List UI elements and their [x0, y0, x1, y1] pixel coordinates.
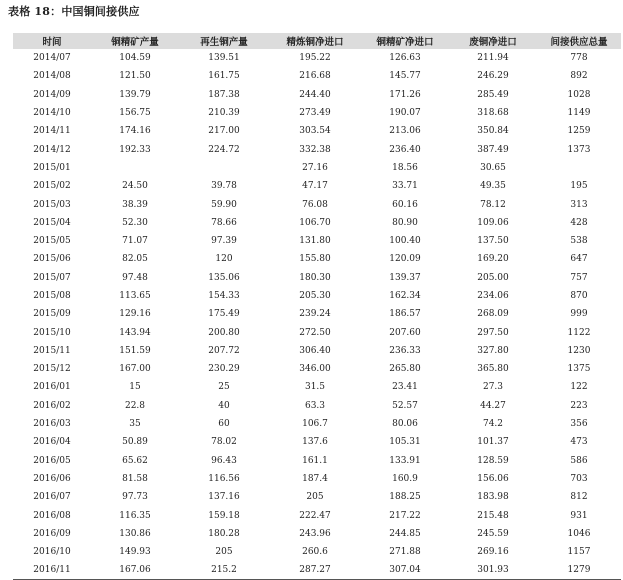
- cell-scrap-net-import: 268.09: [477, 309, 509, 320]
- cell-refined-net-import: 273.49: [299, 108, 331, 119]
- table-row: [13, 214, 621, 232]
- cell-total-supply: 1046: [567, 528, 591, 539]
- cell-total-supply: 1259: [567, 126, 591, 137]
- cell-scrap-net-import: 269.16: [477, 547, 509, 558]
- cell-time: 2014/10: [33, 108, 71, 119]
- cell-concentrate-net-import: 105.31: [389, 437, 421, 448]
- cell-total-supply: 122: [570, 382, 588, 393]
- cell-concentrate-net-import: 162.34: [389, 291, 421, 301]
- cell-time: 2016/06: [33, 473, 71, 484]
- cell-concentrate-output: 24.50: [122, 181, 148, 192]
- cell-refined-net-import: 272.50: [299, 327, 331, 338]
- table-row: [13, 67, 621, 85]
- cell-concentrate-net-import: 190.07: [389, 108, 421, 119]
- cell-refined-net-import: 287.27: [269, 561, 361, 579]
- table-row: [13, 506, 621, 524]
- header-total-supply: 间接供应总量: [550, 37, 608, 48]
- cell-concentrate-net-import: 236.40: [389, 144, 421, 155]
- cell-scrap-net-import: 30.65: [480, 162, 506, 173]
- cell-scrap-net-import: 205.00: [477, 272, 509, 283]
- cell-total-supply: 1230: [567, 345, 591, 356]
- cell-recycled-output: 139.51: [208, 53, 240, 64]
- cell-concentrate-output: 15: [129, 382, 141, 393]
- cell-time: 2015/01: [33, 162, 71, 173]
- cell-time: 2015/05: [33, 236, 71, 247]
- cell-refined-net-import: 244.40: [299, 89, 331, 100]
- cell-concentrate-output: 97.73: [122, 492, 148, 503]
- cell-total-supply: 428: [570, 217, 588, 228]
- cell-scrap-net-import: 49.35: [480, 181, 506, 192]
- cell-concentrate-output: 65.62: [122, 455, 148, 466]
- cell-total-supply: 473: [570, 437, 588, 448]
- cell-recycled-output: 175.49: [208, 309, 240, 320]
- cell-recycled-output: 217.00: [208, 126, 240, 137]
- cell-concentrate-net-import: 271.88: [389, 547, 421, 558]
- cell-concentrate-output: 22.8: [124, 400, 146, 411]
- cell-concentrate-net-import: 60.16: [392, 199, 418, 210]
- cell-recycled-output: 97.39: [211, 236, 237, 247]
- table-row: [13, 269, 621, 287]
- cell-time: 2016/04: [33, 437, 71, 448]
- cell-concentrate-net-import: 139.37: [389, 272, 421, 283]
- cell-concentrate-net-import: 217.22: [389, 510, 421, 521]
- cell-time: 2015/04: [33, 217, 71, 228]
- cell-concentrate-net-import: 207.60: [389, 327, 421, 338]
- cell-scrap-net-import: 301.93: [449, 561, 537, 579]
- cell-refined-net-import: 205: [306, 492, 324, 503]
- cell-total-supply: 703: [570, 473, 588, 484]
- cell-refined-net-import: 27.16: [302, 162, 328, 173]
- cell-concentrate-net-import: 80.90: [392, 217, 418, 228]
- cell-concentrate-net-import: 33.71: [392, 181, 418, 192]
- cell-scrap-net-import: 285.49: [477, 89, 509, 100]
- cell-refined-net-import: 195.22: [299, 53, 331, 64]
- cell-concentrate-output: 116.35: [119, 510, 151, 521]
- cell-scrap-net-import: 44.27: [480, 400, 506, 411]
- cell-concentrate-net-import: 133.91: [389, 455, 421, 466]
- table-row: [13, 232, 621, 250]
- cell-concentrate-output: 174.16: [119, 126, 151, 137]
- cell-refined-net-import: 63.3: [304, 400, 326, 411]
- table-row: [13, 378, 621, 396]
- cell-recycled-output: 207.72: [208, 345, 240, 356]
- cell-time: 2014/08: [33, 71, 71, 82]
- cell-recycled-output: 78.02: [211, 437, 237, 448]
- header-time: 时间: [42, 37, 62, 48]
- cell-recycled-output: 96.43: [211, 455, 237, 466]
- cell-time: 2014/12: [33, 144, 71, 155]
- cell-scrap-net-import: 156.06: [477, 473, 509, 484]
- cell-refined-net-import: 303.54: [299, 126, 331, 137]
- cell-refined-net-import: 222.47: [299, 510, 331, 521]
- cell-total-supply: 1149: [567, 108, 591, 119]
- cell-recycled-output: 210.39: [208, 108, 240, 119]
- cell-concentrate-output: 130.86: [119, 528, 151, 539]
- cell-recycled-output: 159.18: [208, 510, 240, 521]
- table-row: [13, 470, 621, 488]
- cell-concentrate-net-import: 80.06: [392, 419, 418, 430]
- cell-concentrate-net-import: 171.26: [389, 89, 421, 100]
- header-concentrate-output: 铜精矿产量: [111, 37, 159, 48]
- cell-total-supply: 1373: [567, 144, 591, 155]
- cell-recycled-output: [179, 159, 269, 177]
- cell-time: 2015/08: [33, 291, 71, 301]
- cell-recycled-output: 215.2: [179, 561, 269, 579]
- header-scrap-net-import: 废铜净进口: [469, 37, 517, 48]
- cell-scrap-net-import: 211.94: [477, 53, 509, 64]
- cell-time: 2015/09: [33, 309, 71, 320]
- cell-concentrate-net-import: 307.04: [361, 561, 449, 579]
- table-row: [13, 86, 621, 104]
- cell-total-supply: 1375: [567, 364, 591, 375]
- cell-time: 2014/11: [33, 126, 71, 137]
- cell-refined-net-import: 239.24: [299, 309, 331, 320]
- cell-total-supply: 223: [570, 400, 588, 411]
- cell-refined-net-import: 260.6: [302, 547, 328, 558]
- cell-time: 2015/12: [33, 364, 71, 375]
- cell-concentrate-output: 192.33: [119, 144, 151, 155]
- cell-concentrate-net-import: 213.06: [389, 126, 421, 137]
- header-recycled-output: 再生铜产量: [200, 37, 248, 48]
- cell-total-supply: 778: [570, 53, 588, 64]
- cell-total-supply: 1157: [567, 547, 591, 558]
- cell-refined-net-import: 306.40: [299, 345, 331, 356]
- cell-refined-net-import: 155.80: [299, 254, 331, 265]
- cell-total-supply: 356: [570, 419, 588, 430]
- cell-time: 2016/08: [33, 510, 71, 521]
- cell-refined-net-import: 47.17: [302, 181, 328, 192]
- cell-recycled-output: 39.78: [211, 181, 237, 192]
- table-row: [13, 397, 621, 415]
- cell-recycled-output: 120: [215, 254, 233, 265]
- table-row: [13, 525, 621, 543]
- cell-total-supply: 647: [570, 254, 588, 265]
- table-caption: 表格 18：中国铜间接供应: [8, 5, 140, 18]
- cell-scrap-net-import: 137.50: [477, 236, 509, 247]
- cell-total-supply: 999: [570, 309, 588, 320]
- cell-concentrate-output: 97.48: [122, 272, 148, 283]
- table-row: [13, 433, 621, 451]
- cell-concentrate-output: 35: [129, 419, 141, 430]
- cell-recycled-output: 25: [218, 382, 230, 393]
- cell-concentrate-net-import: 265.80: [389, 364, 421, 375]
- table-row: [13, 287, 621, 305]
- cell-scrap-net-import: 387.49: [477, 144, 509, 155]
- cell-scrap-net-import: 245.59: [477, 528, 509, 539]
- cell-concentrate-net-import: 145.77: [389, 71, 421, 82]
- cell-time: 2015/02: [33, 181, 71, 192]
- header-refined-net-import: 精炼铜净进口: [286, 37, 344, 48]
- header-row: [13, 33, 621, 49]
- cell-concentrate-output: 151.59: [119, 345, 151, 356]
- cell-total-supply: 1122: [567, 327, 591, 338]
- cell-time: 2016/10: [33, 547, 71, 558]
- cell-time: 2014/09: [33, 89, 71, 100]
- cell-concentrate-output: 71.07: [122, 236, 148, 247]
- cell-scrap-net-import: 78.12: [480, 199, 506, 210]
- cell-total-supply: 195: [570, 181, 588, 192]
- table-header: [13, 33, 621, 49]
- cell-time: 2016/03: [33, 419, 71, 430]
- cell-recycled-output: 180.28: [208, 528, 240, 539]
- cell-concentrate-output: 104.59: [119, 53, 151, 64]
- cell-recycled-output: 78.66: [211, 217, 237, 228]
- cell-recycled-output: 224.72: [208, 144, 240, 155]
- cell-concentrate-output: 38.39: [122, 199, 148, 210]
- cell-scrap-net-import: 27.3: [482, 382, 504, 393]
- cell-recycled-output: 137.16: [208, 492, 240, 503]
- cell-scrap-net-import: 109.06: [477, 217, 509, 228]
- table-row: [13, 452, 621, 470]
- cell-recycled-output: 161.75: [208, 71, 240, 82]
- table-row: [13, 415, 621, 433]
- cell-concentrate-output: 82.05: [122, 254, 148, 265]
- cell-time: 2015/10: [33, 327, 71, 338]
- cell-refined-net-import: 76.08: [302, 199, 328, 210]
- cell-recycled-output: 154.33: [208, 291, 240, 301]
- cell-concentrate-net-import: 126.63: [389, 53, 421, 64]
- cell-concentrate-net-import: 100.40: [389, 236, 421, 247]
- cell-refined-net-import: 161.1: [302, 455, 328, 466]
- cell-concentrate-net-import: 23.41: [392, 382, 418, 393]
- cell-concentrate-net-import: 236.33: [389, 345, 421, 356]
- cell-total-supply: 586: [570, 455, 588, 466]
- cell-concentrate-output: 143.94: [119, 327, 151, 338]
- cell-concentrate-output: 113.65: [119, 291, 151, 301]
- cell-refined-net-import: 31.5: [304, 382, 326, 393]
- cell-concentrate-output: 121.50: [119, 71, 151, 82]
- cell-time: 2015/03: [33, 199, 71, 210]
- cell-refined-net-import: 180.30: [299, 272, 331, 283]
- cell-refined-net-import: 243.96: [299, 528, 331, 539]
- cell-recycled-output: 60: [218, 419, 230, 430]
- cell-concentrate-output: 167.06: [91, 561, 179, 579]
- cell-recycled-output: 205: [215, 547, 233, 558]
- table-row: [13, 195, 621, 213]
- cell-scrap-net-import: 234.06: [477, 291, 509, 301]
- cell-total-supply: 313: [570, 199, 588, 210]
- table-row: [13, 250, 621, 268]
- cell-recycled-output: 200.80: [208, 327, 240, 338]
- cell-scrap-net-import: 350.84: [477, 126, 509, 137]
- cell-refined-net-import: 131.80: [299, 236, 331, 247]
- table-row: [13, 104, 621, 122]
- cell-total-supply: 892: [570, 71, 588, 82]
- cell-refined-net-import: 346.00: [299, 364, 331, 375]
- cell-time: 2015/06: [33, 254, 71, 265]
- cell-concentrate-output: 149.93: [119, 547, 151, 558]
- cell-concentrate-net-import: 244.85: [389, 528, 421, 539]
- cell-scrap-net-import: 101.37: [477, 437, 509, 448]
- cell-concentrate-output: 167.00: [119, 364, 151, 375]
- cell-scrap-net-import: 128.59: [477, 455, 509, 466]
- cell-concentrate-net-import: 160.9: [392, 473, 418, 484]
- cell-concentrate-output: 50.89: [122, 437, 148, 448]
- table-row: [13, 122, 621, 140]
- cell-concentrate-output: [91, 159, 179, 177]
- cell-scrap-net-import: 318.68: [477, 108, 509, 119]
- cell-total-supply: 812: [570, 492, 588, 503]
- table-row: [13, 140, 621, 158]
- cell-total-supply: 538: [570, 236, 588, 247]
- cell-time: 2016/05: [33, 455, 71, 466]
- cell-refined-net-import: 205.30: [299, 291, 331, 301]
- cell-scrap-net-import: 183.98: [477, 492, 509, 503]
- cell-scrap-net-import: 365.80: [477, 364, 509, 375]
- cell-time: 2016/01: [33, 382, 71, 393]
- cell-refined-net-import: 106.7: [302, 419, 328, 430]
- cell-total-supply: 870: [570, 291, 588, 301]
- cell-total-supply: [537, 159, 621, 177]
- cell-recycled-output: 135.06: [208, 272, 240, 283]
- table-row: [13, 488, 621, 506]
- cell-concentrate-net-import: 186.57: [389, 309, 421, 320]
- cell-concentrate-output: 139.79: [119, 89, 151, 100]
- table-row: [13, 543, 621, 561]
- cell-scrap-net-import: 327.80: [477, 345, 509, 356]
- table-row: [13, 561, 621, 579]
- cell-total-supply: 1028: [567, 89, 591, 100]
- cell-refined-net-import: 187.4: [302, 473, 328, 484]
- cell-time: 2016/02: [33, 400, 71, 411]
- cell-recycled-output: 116.56: [208, 473, 240, 484]
- table-row: [13, 360, 621, 378]
- cell-concentrate-net-import: 52.57: [392, 400, 418, 411]
- header-concentrate-net-import: 铜精矿净进口: [376, 37, 434, 48]
- cell-refined-net-import: 106.70: [299, 217, 331, 228]
- cell-scrap-net-import: 215.48: [477, 510, 509, 521]
- cell-total-supply: 1279: [537, 561, 621, 579]
- cell-time: 2015/07: [33, 272, 71, 283]
- cell-refined-net-import: 216.68: [299, 71, 331, 82]
- cell-concentrate-net-import: 120.09: [389, 254, 421, 265]
- cell-time: 2016/07: [33, 492, 71, 503]
- cell-scrap-net-import: 169.20: [477, 254, 509, 265]
- cell-concentrate-output: 156.75: [119, 108, 151, 119]
- cell-scrap-net-import: 246.29: [477, 71, 509, 82]
- table-body: [13, 49, 621, 580]
- cell-refined-net-import: 332.38: [299, 144, 331, 155]
- cell-concentrate-output: 129.16: [119, 309, 151, 320]
- cell-recycled-output: 187.38: [208, 89, 240, 100]
- cell-concentrate-output: 81.58: [122, 473, 148, 484]
- cell-total-supply: 757: [570, 272, 588, 283]
- cell-recycled-output: 59.90: [211, 199, 237, 210]
- cell-concentrate-net-import: 188.25: [389, 492, 421, 503]
- cell-scrap-net-import: 297.50: [477, 327, 509, 338]
- table-row: [13, 305, 621, 323]
- cell-concentrate-output: 52.30: [122, 217, 148, 228]
- cell-concentrate-net-import: 18.56: [392, 162, 418, 173]
- copper-supply-table: [13, 33, 621, 580]
- table-row: [13, 342, 621, 360]
- cell-recycled-output: 230.29: [208, 364, 240, 375]
- cell-time: 2014/07: [33, 53, 71, 64]
- cell-recycled-output: 40: [218, 400, 230, 411]
- cell-total-supply: 931: [570, 510, 588, 521]
- cell-time: 2016/09: [33, 528, 71, 539]
- table-row: [13, 159, 621, 177]
- table-row: [13, 49, 621, 67]
- cell-time: 2015/11: [33, 345, 71, 356]
- cell-time: 2016/11: [13, 561, 91, 579]
- table-row: [13, 177, 621, 195]
- cell-scrap-net-import: 74.2: [482, 419, 504, 430]
- table-row: [13, 323, 621, 341]
- cell-refined-net-import: 137.6: [302, 437, 328, 448]
